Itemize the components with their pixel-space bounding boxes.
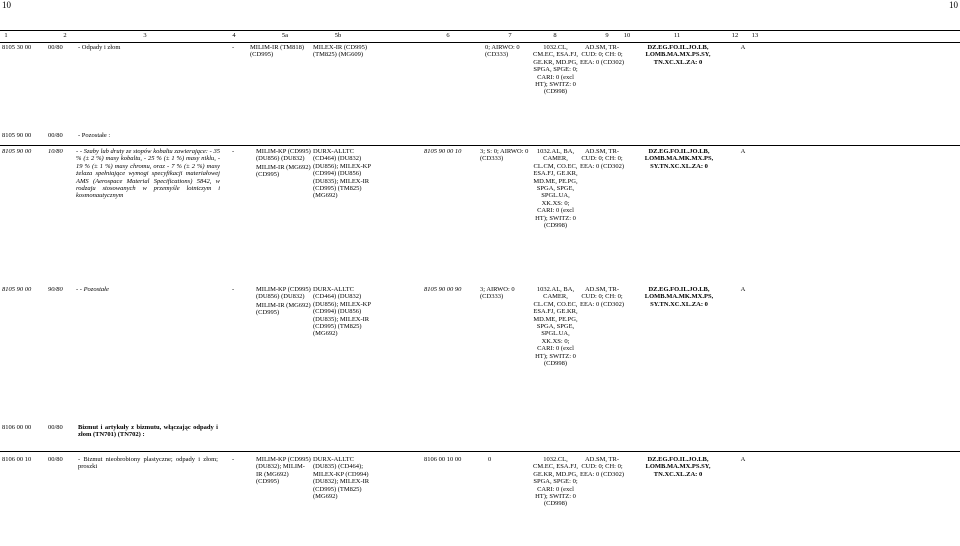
row-2-sub: 00/80: [48, 132, 63, 139]
row-1-col13: A: [740, 44, 746, 51]
row-6-code: 8106 00 10: [2, 456, 32, 463]
row-4-code: 8105 90 00: [2, 286, 32, 293]
row-3-col5b: DURX-ALLTC (CD464) (DU832) (DU856); MILEX-KP (CD994) (DU856) (DU835); MILEX-IR (CD995) (TM825) (MG692): [313, 148, 371, 200]
row-6-col6: 8106 00 10 00: [424, 456, 462, 463]
header-bottom-rule: [0, 42, 960, 43]
row-5-desc: Bizmut i artykuły z bizmutu, włączając odpady i złom (TN701) (TN702) :: [78, 424, 218, 439]
page-number-right: 10: [949, 0, 958, 10]
row-4-col5a-b: MILIM-IR (MG692) (CD995): [256, 302, 311, 317]
page-number-left: 10: [2, 0, 11, 10]
row-4-desc: - - Pozostałe: [76, 286, 109, 293]
row-rule-1: [0, 145, 960, 146]
row-4-col9: AD.SM, TR-CUD: 0; CH: 0; EEA: 0 (CD302): [579, 286, 625, 308]
row-3-col8: 1032.AL, BA, CAMER, CL.CM, CO.EC, ESA.FJ, GE.KR, MD.ME, PE.PG, SPGA, SPGE, SPGL.UA, XK.XS: 0; CARI: 0 (excl HT); SWITZ: 0 (CD998): [533, 148, 578, 230]
row-5-code: 8106 00 00: [2, 424, 32, 431]
col-header-1: 1: [4, 32, 8, 39]
row-1-col5b: MILEX-IR (CD995) (TM825) (MG609): [313, 44, 367, 59]
row-2-code: 8105 90 00: [2, 132, 32, 139]
row-6-col5a: MILIM-KP (CD995) (DU832); MILIM-IR (MG692) (CD995): [256, 456, 311, 486]
row-3-col5a-a: MILIM-KP (CD995) (DU856) (DU832): [256, 148, 311, 163]
col-header-8: 8: [553, 32, 557, 39]
row-6-sub: 00/80: [48, 456, 63, 463]
row-3-col11: DZ.EG.FO.IL.JO.LB, LOMB.MA.MK.MX.PS, SY.TN.XC.XL.ZA: 0: [644, 148, 714, 170]
row-3-code: 8105 90 00: [2, 148, 32, 155]
row-4-col11: DZ.EG.FO.IL.JO.LB, LOMB.MA.MK.MX.PS, SY.TN.XC.XL.ZA: 0: [644, 286, 714, 308]
row-6-col5b: DURX-ALLTC (DU835) (CD464); MILEX-KP (CD994) (DU832); MILEX-IR (CD995) (TM825) (MG692): [313, 456, 370, 501]
row-4-col5a-a: MILIM-KP (CD995) (DU856) (DU832): [256, 286, 311, 301]
row-4-sub: 90/80: [48, 286, 63, 293]
row-3-col6: 8105 90 00 10: [424, 148, 462, 155]
row-3-col7: 3; S: 0; AIRWO: 0 (CD333): [480, 148, 529, 163]
col-header-13: 13: [751, 32, 759, 39]
row-1-col7: 0; AIRWO: 0 (CD333): [485, 44, 520, 59]
row-1-col8: 1032.CL, CM.EC, ESA.FJ, GE.KR, MD.PG, SPGA, SPGE: 0; CARI: 0 (excl HT); SWITZ: 0 (CD998): [533, 44, 578, 96]
col-header-11: 11: [673, 32, 681, 39]
row-3-col13: A: [740, 148, 746, 155]
row-rule-2: [0, 451, 960, 452]
row-2-desc: - Pozostałe :: [78, 132, 111, 139]
col-header-9: 9: [605, 32, 609, 39]
row-3-desc: - - Szaby lub druty ze stopów kobaltu zawierające: - 35 % (± 2 %) masy kobaltu, - 25 % (± 1 %) masy niklu, - 19 % (± 1 %) masy chromu, oraz - 7 % (± 2 %) masy żelaza spełniające wymogi specyfikacji materiałowej AMS (Aerospace Material Specifications) 5842, w rodzaju stosowanych w przemyśle lotniczym i kosmonautycznym: [76, 148, 220, 200]
row-6-col7: 0: [488, 456, 492, 463]
row-6-col9: AD.SM, TR-CUD: 0; CH: 0; EEA: 0 (CD302): [579, 456, 625, 478]
row-6-col8: 1032.CL, CM.EC, ESA.FJ, GE.KR, MD.PG, SPGA, SPGE: 0; CARI: 0 (excl HT); SWITZ: 0 (CD998): [533, 456, 578, 508]
row-5-sub: 00/80: [48, 424, 63, 431]
row-1-desc: - Odpady i złom: [78, 44, 121, 51]
row-1-col11: DZ.EG.FO.IL.JO.LB, LOMB.MA.MX.PS.SY, TN.XC.XL.ZA: 0: [645, 44, 711, 66]
row-1-col5a: MILIM-IR (TM818) (CD995): [250, 44, 304, 59]
row-3-col5a-b: MILIM-IR (MG692) (CD995): [256, 164, 311, 179]
row-3-sub: 10/80: [48, 148, 63, 155]
row-3-col9: AD.SM, TR-CUD: 0; CH: 0; EEA: 0 (CD302): [579, 148, 625, 170]
row-6-col11: DZ.EG.FO.IL.JO.LB, LOMB.MA.MX.PS.SY, TN.XC.XL.ZA: 0: [645, 456, 711, 478]
col-header-10: 10: [623, 32, 631, 39]
col-header-12: 12: [731, 32, 739, 39]
row-4-col8: 1032.AL, BA, CAMER, CL.CM, CO.EC, ESA.FJ, GE.KR, MD.ME, PE.PG, SPGA, SPGE, SPGL.UA, XK.XS: 0; CARI: 0 (excl HT); SWITZ: 0 (CD998): [533, 286, 578, 368]
col-header-5b: 5b: [334, 32, 342, 39]
column-header-row: [0, 30, 960, 42]
row-1-col4: -: [232, 44, 235, 51]
col-header-3: 3: [143, 32, 147, 39]
row-1-code: 8105 30 00: [2, 44, 32, 51]
col-header-6: 6: [446, 32, 450, 39]
row-4-col7: 3; AIRWO: 0 (CD333): [480, 286, 515, 301]
row-6-col13: A: [740, 456, 746, 463]
row-6-col4: -: [232, 456, 235, 463]
row-4-col5b: DURX-ALLTC (CD464) (DU832) (DU856); MILEX-KP (CD994) (DU856) (DU835); MILEX-IR (CD995) (TM825) (MG692): [313, 286, 371, 338]
col-header-4: 4: [232, 32, 236, 39]
row-4-col6: 8105 90 00 90: [424, 286, 462, 293]
row-4-col13: A: [740, 286, 746, 293]
col-header-2: 2: [63, 32, 67, 39]
row-1-col9: AD.SM, TR-CUD: 0; CH: 0; EEA: 0 (CD302): [579, 44, 625, 66]
row-4-col4: -: [232, 286, 235, 293]
row-1-sub: 00/80: [48, 44, 63, 51]
col-header-5a: 5a: [281, 32, 289, 39]
row-6-desc: - Bizmut nieobrobiony plastyczne; odpady i złom; proszki: [78, 456, 218, 471]
row-3-col4: -: [232, 148, 235, 155]
col-header-7: 7: [508, 32, 512, 39]
